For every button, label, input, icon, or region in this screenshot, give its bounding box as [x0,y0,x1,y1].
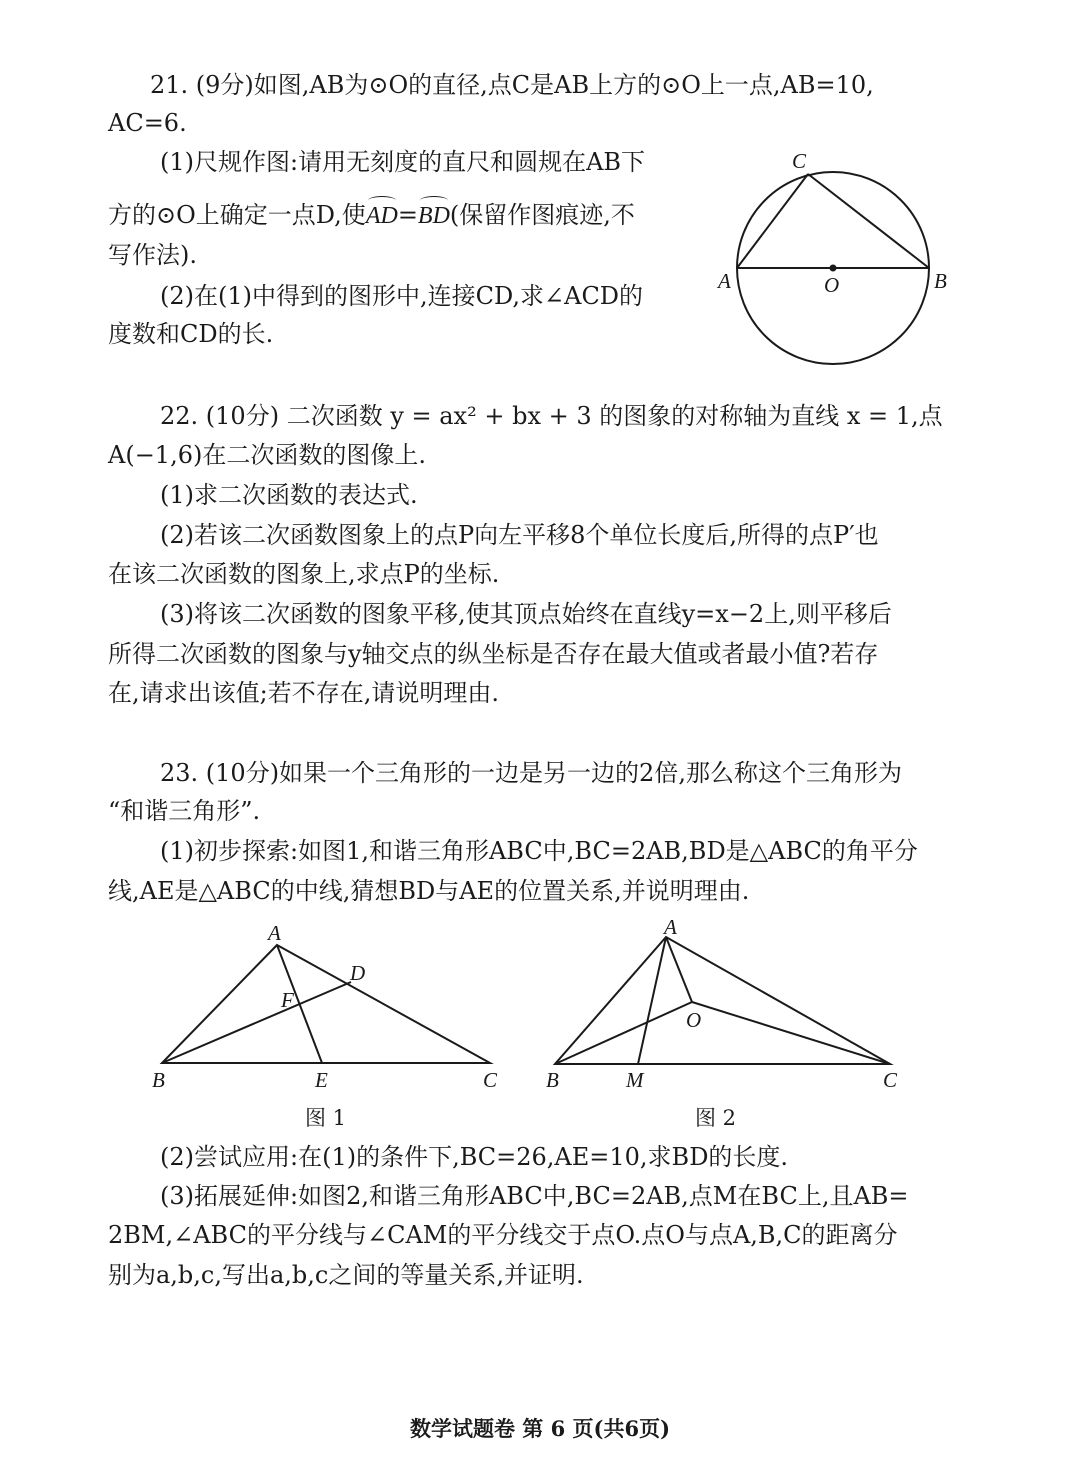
fig1-label-e: E [315,1068,328,1092]
bisector-bo [555,1002,692,1064]
q21-line2: AC=6. [108,109,187,137]
label-c: C [792,149,807,173]
arc-equals: = [397,201,418,229]
fig2-caption: 图 2 [695,1106,737,1130]
label-o: O [824,273,840,297]
figure-1 [140,920,520,1135]
q23-part1-line1: (1)初步探索:如图1,和谐三角形ABC中,BC=2AB,BD是△ABC的角平分 [160,837,918,865]
fig2-label-o: O [686,1008,702,1032]
q21-circle-figure [700,140,960,380]
q21-part1-line2-text-b: (保留作图痕迹,不 [449,201,635,229]
q22-part2-line1: (2)若该二次函数图象上的点P向左平移8个单位长度后,所得的点P′也 [160,521,879,549]
page-footer: 数学试题卷 第 6 页(共6页) [409,1416,671,1441]
label-a: A [718,269,731,293]
q23-line1: 23. (10分)如果一个三角形的一边是另一边的2倍,那么称这个三角形为 [160,759,902,787]
fig1-caption: 图 1 [305,1106,347,1130]
fig1-label-d: D [350,961,366,985]
q22-part3-line2: 所得二次函数的图象与y轴交点的纵坐标是否存在最大值或者最小值?若存 [108,640,879,668]
q21-part1-line1: (1)尺规作图:请用无刻度的直尺和圆规在AB下 [160,148,646,176]
q21-part1-line3: 写作法). [108,241,197,269]
q21-line1: 21. (9分)如图,AB为⊙O的直径,点C是AB上方的⊙O上一点,AB=10, [150,71,874,99]
fig1-label-b: B [152,1068,165,1092]
q23-part1-line2: 线,AE是△ABC的中线,猜想BD与AE的位置关系,并说明理由. [108,877,750,905]
bisector-bd [162,982,351,1063]
fig2-label-a: A [664,915,677,939]
triangle-abc-fig1 [162,945,490,1063]
fig1-label-c: C [483,1068,498,1092]
q23-part2: (2)尝试应用:在(1)的条件下,BC=26,AE=10,求BD的长度. [160,1143,789,1171]
q22-line1: 22. (10分) 二次函数 y = ax² + bx + 3 的图象的对称轴为直线 x = 1,点 [160,402,943,430]
fig2-label-c: C [883,1068,898,1092]
fig2-label-b: B [546,1068,559,1092]
figure-2 [540,910,920,1135]
segment-ac [737,174,808,268]
center-point [830,265,837,272]
segment-oc [692,1002,890,1064]
fig1-label-f: F [281,988,294,1012]
q22-line2: A(−1,6)在二次函数的图像上. [108,441,426,469]
q21-part2-line2: 度数和CD的长. [108,320,274,348]
q22-part2-line2: 在该二次函数的图象上,求点P的坐标. [108,560,500,588]
bisector-ao [666,937,692,1002]
q21-part1-line2-text-a: 方的⊙O上确定一点D,使 [108,201,366,229]
arc-ad: AD [365,203,398,229]
label-b: B [934,269,947,293]
q22-part3-line3: 在,请求出该值;若不存在,请说明理由. [108,679,499,707]
arc-bd: BD [417,203,450,229]
q23-part3-line3: 别为a,b,c,写出a,b,c之间的等量关系,并证明. [108,1261,584,1289]
q21-part2-line1: (2)在(1)中得到的图形中,连接CD,求∠ACD的 [160,282,644,310]
q21-part1-line2 [108,200,635,231]
segment-am [638,937,666,1064]
fig2-label-m: M [626,1068,644,1092]
q23-part3-line2: 2BM,∠ABC的平分线与∠CAM的平分线交于点O.点O与点A,B,C的距离分 [108,1221,898,1249]
segment-cb [808,174,929,268]
q22-part1: (1)求二次函数的表达式. [160,481,418,509]
fig1-label-a: A [268,921,281,945]
q23-part3-line1: (3)拓展延伸:如图2,和谐三角形ABC中,BC=2AB,点M在BC上,且AB= [160,1182,909,1210]
q22-part3-line1: (3)将该二次函数的图象平移,使其顶点始终在直线y=x−2上,则平移后 [160,600,892,628]
q23-line2: “和谐三角形”. [108,797,261,825]
triangle-abc-fig2 [555,937,890,1064]
